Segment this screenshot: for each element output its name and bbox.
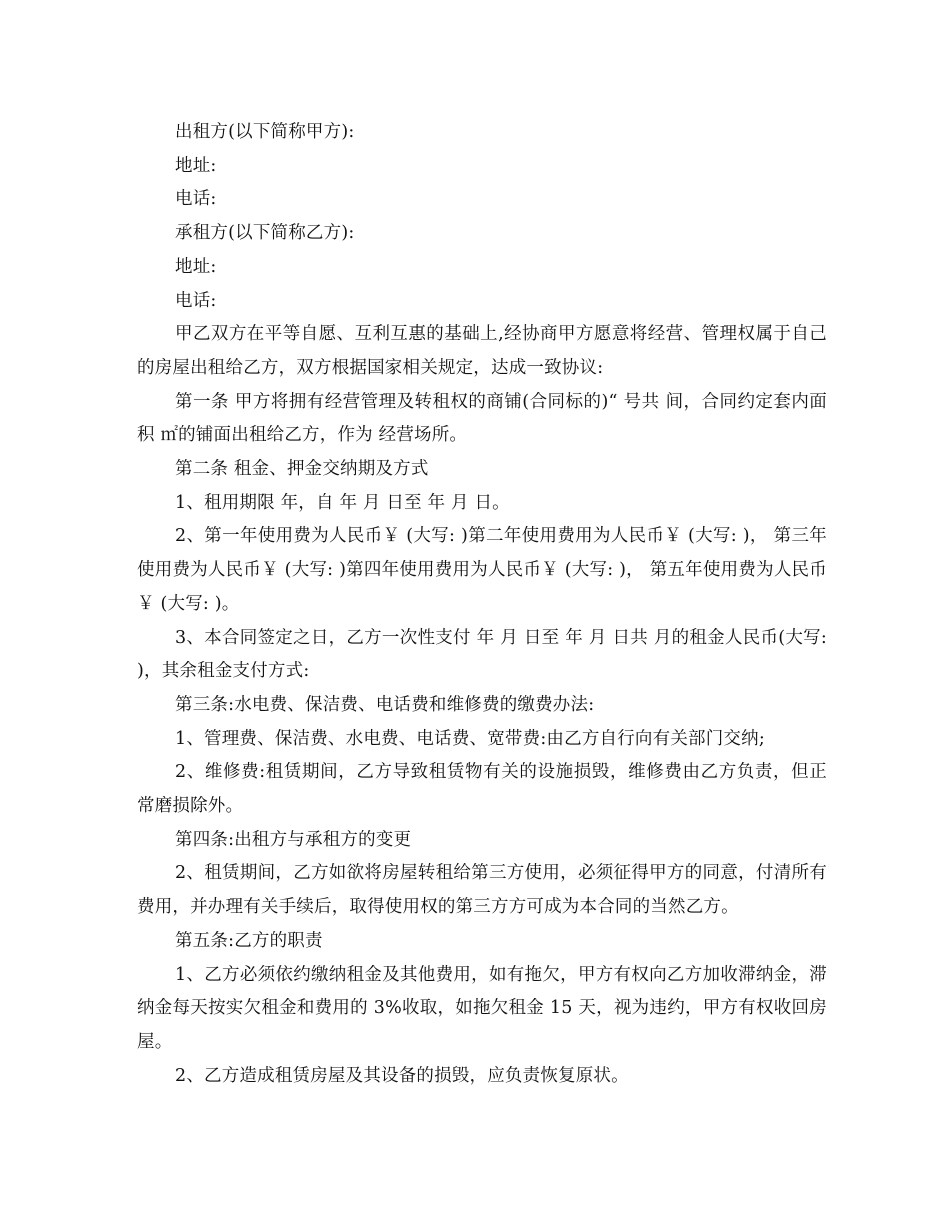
- lessor-address: 地址:: [175, 155, 217, 176]
- article-2-item-2: 2、第一年使用费为人民币￥ (大写: )第二年使用费用为人民币￥ (大写: )， 第三年使用费为人民币￥ (大写: )第四年使用费用为人民币￥ (大写: )， 第五年使用费为人民币￥ (大写: )。: [137, 526, 827, 614]
- article-5-heading: 第五条:乙方的职责: [175, 930, 323, 951]
- article-2-item-3: 3、本合同签定之日，乙方一次性支付 年 月 日至 年 月 日共 月的租金人民币(大写: )，其余租金支付方式:: [137, 627, 827, 682]
- article-3-heading: 第三条:水电费、保洁费、电话费和维修费的缴费办法:: [175, 694, 595, 715]
- article-2-item-1: 1、租用期限 年，自 年 月 日至 年 月 日。: [175, 492, 510, 513]
- lessee-heading: 承租方(以下简称乙方):: [175, 223, 355, 244]
- article-1: 第一条 甲方将拥有经营管理及转租权的商铺(合同标的)“ 号共 间，合同约定套内面积 ㎡的铺面出租给乙方，作为 经营场所。: [137, 391, 827, 446]
- article-2-heading: 第二条 租金、押金交纳期及方式: [175, 459, 429, 480]
- lessee-address: 地址:: [175, 256, 217, 277]
- lessee-phone: 电话:: [175, 290, 217, 311]
- lessor-phone: 电话:: [175, 189, 217, 210]
- preamble-paragraph: 甲乙双方在平等自愿、互利互惠的基础上,经协商甲方愿意将经营、管理权属于自己的房屋出租给乙方，双方根据国家相关规定，达成一致协议:: [137, 324, 827, 378]
- article-4-heading: 第四条:出租方与承租方的变更: [175, 829, 412, 850]
- contract-body: [137, 116, 827, 1093]
- article-3-item-1: 1、管理费、保洁费、水电费、电话费、宽带费:由乙方自行向有关部门交纳;: [175, 728, 765, 749]
- article-3-item-2: 2、维修费:租赁期间，乙方导致租赁物有关的设施损毁，维修费由乙方负责，但正常磨损除外。: [137, 762, 827, 817]
- article-5-item-2: 2、乙方造成租赁房屋及其设备的损毁，应负责恢复原状。: [175, 1065, 629, 1086]
- article-5-item-1: 1、乙方必须依约缴纳租金及其他费用，如有拖欠，甲方有权向乙方加收滞纳金，滞纳金每天按实欠租金和费用的 3%收取，如拖欠租金 15 天，视为违约，甲方有权收回房屋。: [137, 964, 827, 1052]
- lessor-heading: 出租方(以下简称甲方):: [175, 122, 355, 142]
- article-4-item-2: 2、租赁期间，乙方如欲将房屋转租给第三方使用，必须征得甲方的同意，付清所有费用，并办理有关手续后，取得使用权的第三方方可成为本合同的当然乙方。: [137, 863, 827, 918]
